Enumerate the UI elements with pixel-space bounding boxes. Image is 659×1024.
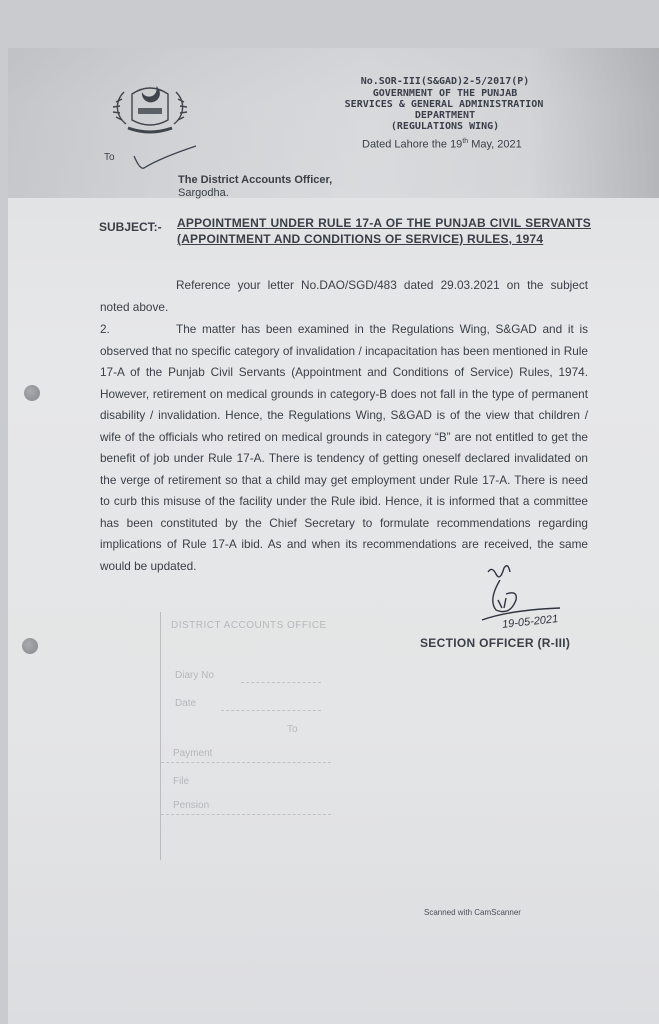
stamp-heading: DISTRICT ACCOUNTS OFFICE <box>171 620 327 631</box>
header-wing: (REGULATIONS WING) <box>390 121 500 132</box>
subject-label: SUBJECT:- <box>99 220 162 234</box>
to-label: To <box>104 152 115 163</box>
stamp-row-payment: Payment <box>173 748 213 759</box>
addressee-block <box>178 174 332 200</box>
handwritten-date: 19-05-2021 <box>501 613 559 631</box>
punch-hole <box>22 638 38 654</box>
stamp-row-to: To <box>287 724 298 735</box>
header-department-word: DEPARTMENT <box>414 110 476 121</box>
header-government: GOVERNMENT OF THE PUNJAB <box>372 88 518 99</box>
punjab-emblem-icon <box>108 80 192 138</box>
stamp-row-file: File <box>173 776 190 787</box>
addressee-city: Sargodha. <box>178 187 229 199</box>
stamp-line <box>241 682 321 683</box>
stamp-row-date: Date <box>175 698 197 709</box>
stamp-line <box>221 710 321 711</box>
paragraph-2 <box>100 319 588 577</box>
paragraph-reference: Reference your letter No.DAO/SGD/483 dated 29.03.2021 on the subject noted above. <box>100 278 588 314</box>
signatory-title: SECTION OFFICER (R-III) <box>420 636 571 650</box>
stamp-line <box>161 762 331 763</box>
stamp-row-diary: Diary No <box>175 670 214 681</box>
handwritten-tick-mark <box>130 140 200 174</box>
scanner-watermark: Scanned with CamScanner <box>424 908 521 917</box>
reference-number: No.SOR-III(S&GAD)2-5/2017(P) <box>360 76 530 87</box>
stamp-row-pension: Pension <box>173 800 210 811</box>
subject-text: APPOINTMENT UNDER RULE 17-A OF THE PUNJAB CIVIL SERVANTS (APPOINTMENT AND CONDITIONS OF SERVICE) RULES, 1974 <box>177 216 591 246</box>
punch-hole <box>24 385 40 401</box>
paragraph-2-body: The matter has been examined in the Regulations Wing, S&GAD and it is observed that no specific category of invalidation / incapacitation has been mentioned in Rule 17-A of the Punjab Civil Servants (Appointment and Conditions of Service) Rules, 1974. However, retirement on medical grounds in category-B does not fall in the type of permanent disability / invalidation. Hence, the Regulations Wing, S&GAD is of the view that children / wife of the officials who retired on medical grounds in category “B” are not entitled to get the benefit of job under Rule 17-A. There is tendency of getting oneself declared invalidated on the verge of retirement so that a child may get employment under Rule 17-A. There is need to curb this misuse of the facility under the Rule ibid. Hence, it is informed that a committee has been constituted by the Chief Secretary to formulate recommendations regarding implications of Rule 17-A ibid. As and when its recommendations are received, the same would be updated. <box>100 322 588 573</box>
paragraph-number: 2. <box>100 322 110 336</box>
stamp-line <box>161 814 331 815</box>
faded-office-stamp <box>160 612 333 860</box>
letter-date: Dated Lahore the 19th May, 2021 <box>362 138 522 151</box>
addressee-name: The District Accounts Officer, <box>178 174 333 186</box>
header-department: SERVICES & GENERAL ADMINISTRATION <box>344 99 544 110</box>
